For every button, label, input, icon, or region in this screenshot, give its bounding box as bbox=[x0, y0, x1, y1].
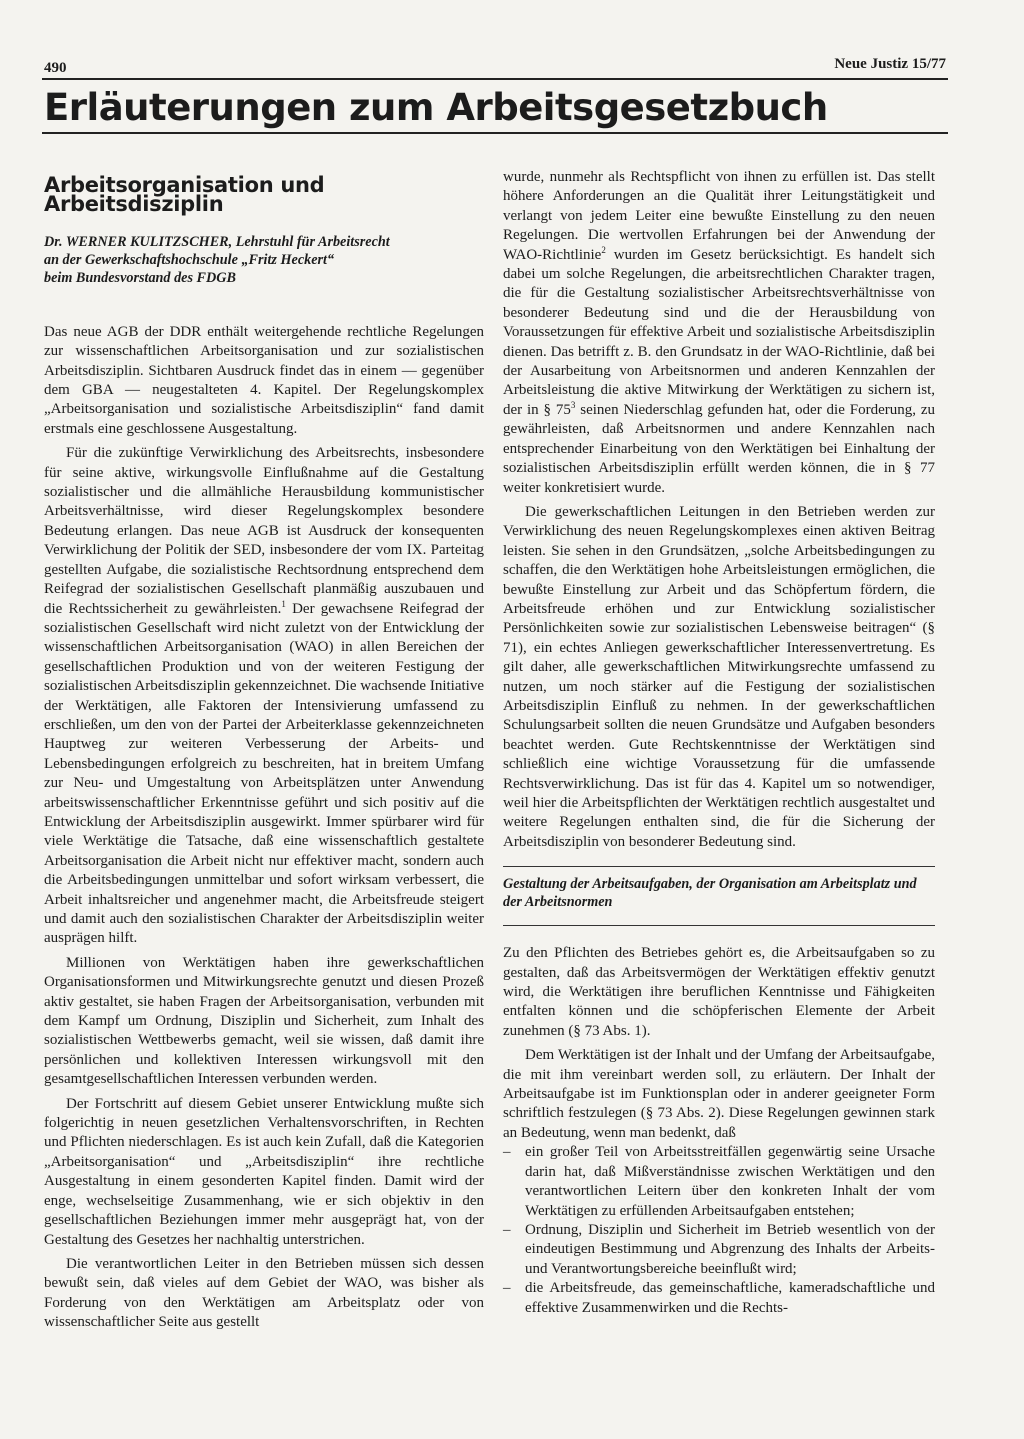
list-item: – die Arbeitsfreude, das gemeinschaftliche, kameradschaftliche und effektive Zusammenwirken und die Rechts- bbox=[503, 1279, 935, 1318]
paragraph: Millionen von Werktätigen haben ihre gewerkschaftlichen Organisationsformen und Mitwirkungsrechte genutzt und diesen Prozeß aktiv gestaltet, sie haben Fragen der Arbeitsorganisation, verbunden mit dem Kampf um Ordnung, Disziplin und Sicherheit, zum Inhalt des sozialistischen Wettbewerbs gemacht, weil sie wissen, daß damit ihre persönlichen und kollektiven Interessen wirkungsvoll mit den gesamtgesellschaftlichen Interessen verbunden werden. bbox=[44, 954, 484, 1088]
footnote-marker: 2 bbox=[601, 244, 606, 255]
header-rule bbox=[42, 78, 948, 80]
right-column bbox=[503, 168, 935, 1318]
paragraph: Die gewerkschaftlichen Leitungen in den Betrieben werden zur Verwirklichung des neuen Regelungskomplexes einen aktiven Beitrag leisten. Sie sehen in den Grundsätzen, „solche Arbeitsbedingungen zu schaffen, die den Werktätigen hohe Arbeitsleistungen ermöglichen, die bewußte Einstellung zur Arbeit und das Schöpfertum fördern, die Arbeitsfreude erhöhen und zur Entwicklung sozialistischer Persönlichkeiten sowie zur sozialistischen Lebensweise beitragen“ (§ 71), ein echtes Anliegen gewerkschaftlicher Interessenvertretung. Es gilt daher, alle gewerkschaftlichen Mitwirkungsrechte umfassend zu nutzen, um noch stärker auf die Festigung der sozialistischen Arbeitsdisziplin Einfluß zu nehmen. In der gewerkschaftlichen Schulungsarbeit sollten die neuen Grundsätze und Aufgaben besonders beachtet werden. Gute Rechtskenntnisse der Werktätigen sind schließlich eine wichtige Voraussetzung für die umfassende Rechtsverwirklichung. Das ist für das 4. Kapitel um so notwendiger, weil hier die Arbeitspflichten der Werktätigen rechtlich ausgestaltet und weitere Regelungen enthalten sind, die für die Sicherung der Arbeitsdisziplin von besonderer Bedeutung sind. bbox=[503, 503, 935, 850]
paragraph-text: wurden im Gesetz berücksichtigt. Es handelt sich dabei um solche Regelungen, die arbeitsrechtlichen Charakter tragen, die für die Gestaltung sozialistischer Arbeitsrechtsverhältnisse von besonderer Bedeutung sind und die der Herausbildung von Voraussetzungen für effektive Arbeit und sozialistische Arbeitsdisziplin dienen. Das betrifft z. B. den Grundsatz in der WAO-Richtlinie, daß bei der Ausarbeitung von Arbeitsnormen und anderen Kennzahlen der Arbeitsleistung die aktive Mitwirkung der Werktätigen zu sichern ist, der in § 75 bbox=[503, 246, 935, 418]
paragraph bbox=[503, 168, 935, 498]
list-item: – Ordnung, Disziplin und Sicherheit im Betrieb wesentlich von der eindeutigen Bestimmung und Abgrenzung des Inhalts der Arbeits- und Verantwortungsbereiche beeinflußt wird; bbox=[503, 1221, 935, 1279]
paragraph-text: wurde, nunmehr als Rechtspflicht von ihnen zu erfüllen ist. Das stellt höhere Anforderungen an die Qualität ihrer Leitungstätigkeit und verlangt von jedem Leiter eine bewußte Einstellung zu den neuen Regelungen. Die wertvollen Erfahrungen bei der Anwendung der WAO-Richtlinie bbox=[503, 169, 935, 263]
subsection-title: Gestaltung der Arbeitsaufgaben, der Organisation am Arbeitsplatz und der Arbeitsnormen bbox=[503, 866, 935, 926]
paragraph: Das neue AGB der DDR enthält weitergehende rechtliche Regelungen zur wissenschaftlichen Arbeitsorganisation und zur sozialistischen Arbeitsdisziplin. Sichtbaren Ausdruck findet das in einem — gegenüber dem GBA — neugestalteten 4. Kapitel. Der Regelungskomplex „Arbeitsorganisation und sozialistische Arbeitsdisziplin“ fand damit erstmals eine geschlossene Ausgestaltung. bbox=[44, 323, 484, 437]
paragraph: Zu den Pflichten des Betriebes gehört es, die Arbeitsaufgaben so zu gestalten, daß das Arbeitsvermögen der Werktätigen effektiv genutzt wird, die Werktätigen ihre beruflichen Kenntnisse und Fähigkeiten entfalten können und die schöpferischen Elemente der Arbeit zunehmen (§ 73 Abs. 1). bbox=[503, 945, 935, 1039]
paragraph: Dem Werktätigen ist der Inhalt und der Umfang der Arbeitsaufgabe, die mit ihm vereinbart werden soll, zu erläutern. Der Inhalt der Arbeitsaufgabe ist im Funktionsplan oder in anderer geeigneter Form schriftlich festzulegen (§ 73 Abs. 2). Diese Regelungen gewinnen stark an Bedeutung, wenn man bedenkt, daß bbox=[503, 1047, 935, 1141]
paragraph-text: Der gewachsene Reifegrad der sozialistischen Gesellschaft wird nicht zuletzt von der Entwicklung der wissenschaftlichen Arbeitsorganisation (WAO) in allen Bereichen der gesellschaftlichen Produktion und von der weiteren Festigung der sozialistischen Arbeitsdisziplin gekennzeichnet. Die wachsende Initiative der Werktätigen, alle Faktoren der Intensivierung umfassend zu erschließen, um den von der Partei der Arbeiterklasse gekennzeichneten Hauptweg zur weiteren Verbesserung der Arbeits- und Lebensbedingungen erfolgreich zu beschreiten, hat in breitem Umfang zur Neu- und Umgestaltung von Arbeitsplätzen unter Anwendung arbeitswissenschaftlicher Erkenntnisse geführt und sich positiv auf die Entwicklung der Arbeitsdisziplin ausgewirkt. Immer spürbarer wird für viele Werktätige die Tatsache, daß eine wissenschaftlich gestaltete Arbeitsorganisation die Arbeit nicht nur effektiver macht, sondern auch die Arbeitsbedingungen unmittelbar und sofort wirksam verbessert, die Arbeit inhaltsreicher und angenehmer macht, die Arbeitsfreude steigert und damit auch den sozialistischen Charakter der Arbeitsdisziplin weiter ausprägen hilft. bbox=[44, 600, 485, 947]
title-rule bbox=[42, 132, 948, 134]
page-title: Erläuterungen zum Arbeitsgesetzbuch bbox=[44, 86, 828, 129]
author-line: Dr. WERNER KULITZSCHER, Lehrstuhl für Arbeitsrecht bbox=[44, 233, 390, 250]
author-line: an der Gewerkschaftshochschule „Fritz Heckert“ bbox=[44, 251, 335, 268]
article-title: Arbeitsorganisation und Arbeitsdisziplin bbox=[44, 173, 325, 217]
footnote-marker: 1 bbox=[281, 598, 286, 609]
dash-list bbox=[503, 1143, 935, 1318]
author-block bbox=[44, 233, 484, 287]
paragraph-text: seinen Niederschlag gefunden hat, oder die Forderung, zu gewährleisten, daß Arbeitsnormen und andere Kennzahlen nach entsprechender Einarbeitung von den Werktätigen bei Einhaltung der sozialistischen Arbeitsdisziplin erfüllt werden können, die in § 77 weiter konkretisiert wurde. bbox=[503, 401, 935, 496]
footnote-marker: 3 bbox=[570, 399, 576, 410]
paragraph: Die verantwortlichen Leiter in den Betrieben müssen sich dessen bewußt sein, daß vieles auf dem Gebiet der WAO, was bisher als Forderung von den Werktätigen am Arbeitsplatz oder von wissenschaftlicher Seite aus gestellt bbox=[44, 1255, 484, 1331]
journal-issue: Neue Justiz 15/77 bbox=[834, 56, 946, 72]
left-column bbox=[44, 170, 484, 1333]
list-item: – ein großer Teil von Arbeitsstreitfällen gegenwärtig seine Ursache darin hat, daß Mißverständnisse zwischen Werktätigen und den verantwortlichen Leitern über den konkreten Inhalt der vom Werktätigen zu erfüllenden Arbeitsaufgaben entstehen; bbox=[503, 1143, 935, 1221]
paragraph bbox=[44, 444, 484, 949]
paragraph: Der Fortschritt auf diesem Gebiet unserer Entwicklung mußte sich folgerichtig in neuen gesetzlichen Verhaltensvorschriften, in Rechten und Pflichten niederschlagen. Es ist auch kein Zufall, daß die Kategorien „Arbeitsorganisation“ und „Arbeitsdisziplin“ ihre rechtliche Ausgestaltung in einem gesonderten Kapitel finden. Damit wird der enge, wechselseitige Zusammenhang, wie er sich objektiv in den gesellschaftlichen Beziehungen immer mehr ausgeprägt hat, von der Gestaltung des Gesetzes her nachhaltig unterstrichen. bbox=[44, 1095, 484, 1248]
author-line: beim Bundesvorstand des FDGB bbox=[44, 269, 236, 286]
paragraph-text: Für die zukünftige Verwirklichung des Arbeitsrechts, insbesondere für seine aktive, wirkungsvolle Einflußnahme auf die Gestaltung sozialistischer und die allmähliche Herausbildung kommunistischer Arbeitsverhältnisse, wird dieser Regelungskomplex besondere Bedeutung erlangen. Das neue AGB ist Ausdruck der konsequenten Verwirklichung der Politik der SED, insbesondere der vom IX. Parteitag gestellten Aufgabe, die sozialistische Rechtsordnung entsprechend dem Reifegrad der sozialistischen Gesellschaft planmäßig auszubauen und die Rechtssicherheit zu gewährleisten. bbox=[44, 445, 484, 617]
page-number: 490 bbox=[44, 60, 67, 76]
